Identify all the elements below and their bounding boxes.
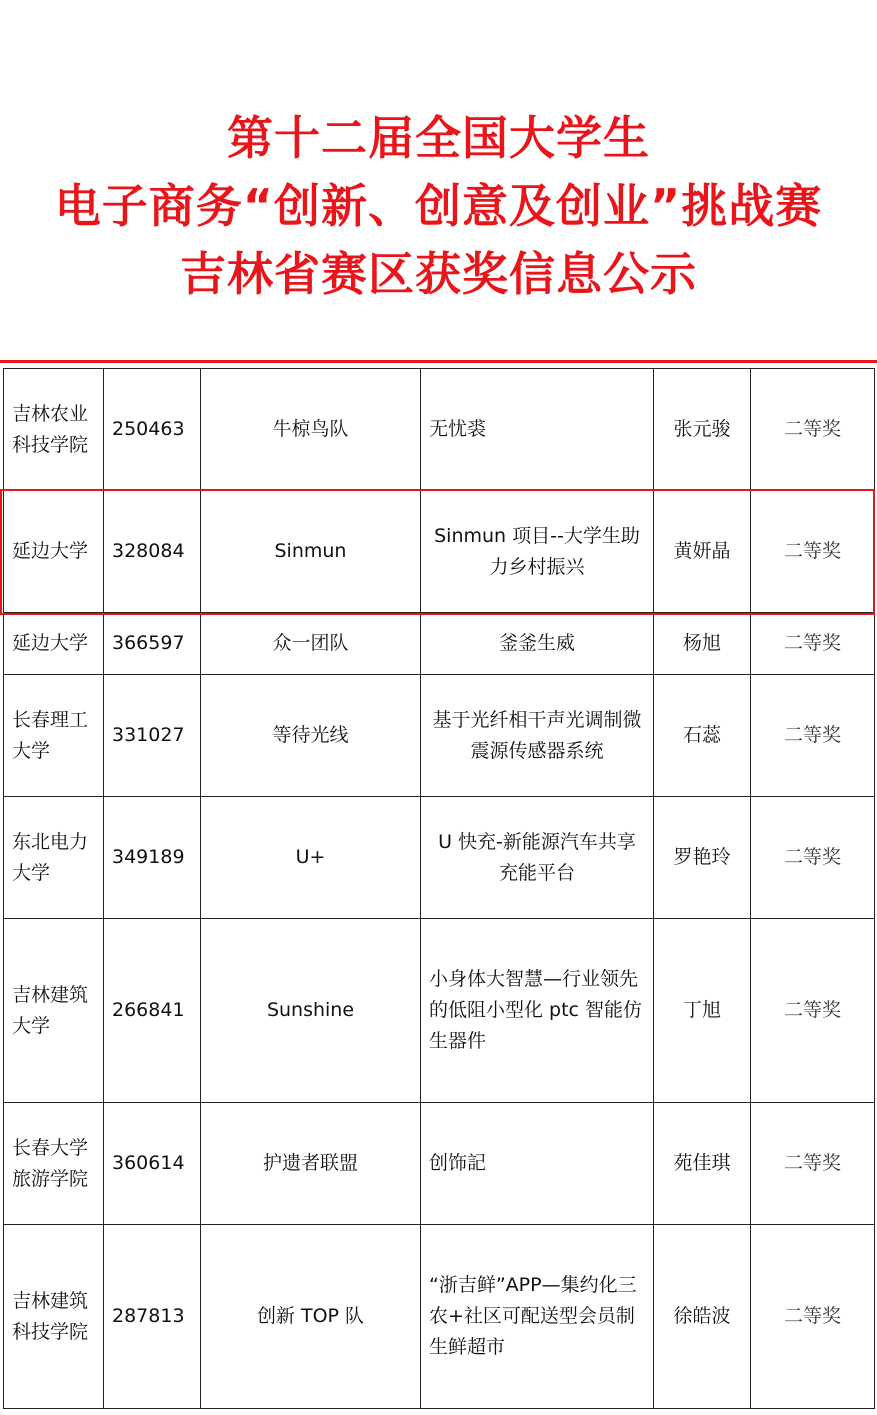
leader-cell: 丁旭 [654, 919, 751, 1103]
leader-cell: 黄妍晶 [654, 491, 751, 613]
award-cell: 二等奖 [751, 613, 875, 675]
table-row [4, 675, 875, 797]
award-cell: 二等奖 [751, 491, 875, 613]
header-divider [0, 360, 877, 363]
title-line-3: 吉林省赛区获奖信息公示 [180, 247, 697, 301]
leader-cell: 罗艳玲 [654, 797, 751, 919]
project-cell: Sinmun 项目--大学生助力乡村振兴 [421, 491, 654, 613]
table-row [4, 1103, 875, 1225]
awards-table [3, 368, 875, 1409]
team-name-cell: 等待光线 [201, 675, 421, 797]
award-cell: 二等奖 [751, 1225, 875, 1409]
table-row [4, 797, 875, 919]
table-row [4, 491, 875, 613]
leader-cell: 石蕊 [654, 675, 751, 797]
project-cell: 无忧裘 [421, 369, 654, 491]
team-id-cell: 266841 [104, 919, 201, 1103]
project-cell: 小身体大智慧—行业领先的低阻小型化 ptc 智能仿生器件 [421, 919, 654, 1103]
team-name-cell: U+ [201, 797, 421, 919]
team-id-cell: 349189 [104, 797, 201, 919]
leader-cell: 杨旭 [654, 613, 751, 675]
team-name-cell: 牛椋鸟队 [201, 369, 421, 491]
project-cell: 基于光纤相干声光调制微震源传感器系统 [421, 675, 654, 797]
title-line-2: 电子商务“创新、创意及创业”挑战赛 [54, 179, 823, 233]
school-cell: 东北电力大学 [4, 797, 104, 919]
project-cell: “浙吉鲜”APP—集约化三农+社区可配送型会员制生鲜超市 [421, 1225, 654, 1409]
team-name-cell: Sunshine [201, 919, 421, 1103]
team-id-cell: 328084 [104, 491, 201, 613]
school-cell: 吉林农业科技学院 [4, 369, 104, 491]
team-id-cell: 250463 [104, 369, 201, 491]
school-cell: 长春理工大学 [4, 675, 104, 797]
school-cell: 延边大学 [4, 491, 104, 613]
award-cell: 二等奖 [751, 797, 875, 919]
leader-cell: 苑佳琪 [654, 1103, 751, 1225]
award-cell: 二等奖 [751, 369, 875, 491]
project-cell: 釜釜生威 [421, 613, 654, 675]
leader-cell: 徐皓波 [654, 1225, 751, 1409]
school-cell: 延边大学 [4, 613, 104, 675]
table-row [4, 1225, 875, 1409]
award-cell: 二等奖 [751, 1103, 875, 1225]
school-cell: 吉林建筑大学 [4, 919, 104, 1103]
school-cell: 吉林建筑科技学院 [4, 1225, 104, 1409]
award-cell: 二等奖 [751, 675, 875, 797]
team-id-cell: 287813 [104, 1225, 201, 1409]
school-cell: 长春大学旅游学院 [4, 1103, 104, 1225]
team-name-cell: 创新 TOP 队 [201, 1225, 421, 1409]
project-cell: U 快充-新能源汽车共享充能平台 [421, 797, 654, 919]
table-row [4, 369, 875, 491]
team-id-cell: 331027 [104, 675, 201, 797]
team-name-cell: Sinmun [201, 491, 421, 613]
table-row [4, 613, 875, 675]
award-cell: 二等奖 [751, 919, 875, 1103]
table-row [4, 919, 875, 1103]
title-line-1: 第十二届全国大学生 [227, 111, 650, 165]
leader-cell: 张元骏 [654, 369, 751, 491]
page-title [0, 104, 877, 308]
project-cell: 创饰記 [421, 1103, 654, 1225]
team-name-cell: 护遗者联盟 [201, 1103, 421, 1225]
team-id-cell: 366597 [104, 613, 201, 675]
team-name-cell: 众一团队 [201, 613, 421, 675]
team-id-cell: 360614 [104, 1103, 201, 1225]
